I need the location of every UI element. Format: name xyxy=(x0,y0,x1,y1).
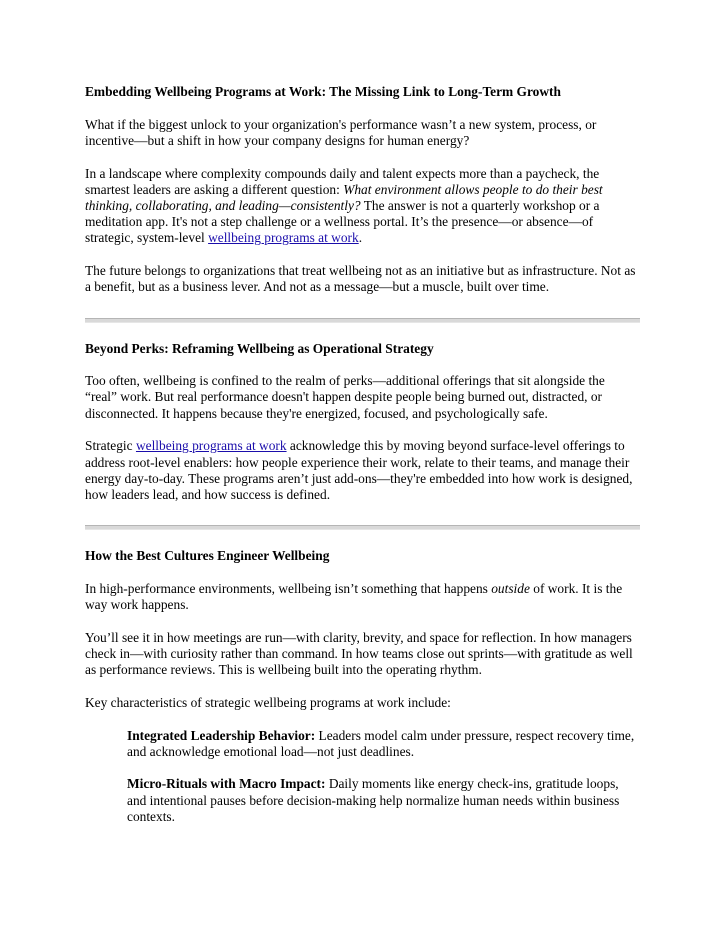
list-item-label: Integrated Leadership Behavior: xyxy=(127,727,316,743)
wellbeing-programs-link-1[interactable]: wellbeing programs at work xyxy=(208,230,359,246)
section2-paragraph-3: Key characteristics of strategic wellbeing programs at work include: xyxy=(85,694,451,710)
document-title: Embedding Wellbeing Programs at Work: The Missing Link to Long-Term Growth xyxy=(85,84,561,99)
document-page xyxy=(85,84,640,825)
intro-p2-text-a: In a landscape where complexity compounds daily and talent expects more than a paycheck, the smartest leaders are asking a different question: xyxy=(85,165,600,197)
section1-paragraph-1: Too often, wellbeing is confined to the realm of perks—additional offerings that sit alongside the “real” work. But real performance doesn't happen despite people being burned out, distracted, or disconnected. It happens because they're energized, focused, and psychologically safe. xyxy=(85,373,605,421)
section1-p2-text-b: acknowledge this by moving beyond surface-level offerings to address root-level enablers: how people experience their work, relate to their teams, and manage their energy day-to-day. These programs aren’t just add-ons—they're embedded into how work is designed, how leaders lead, and how success is defined. xyxy=(85,438,633,502)
section2-heading: How the Best Cultures Engineer Wellbeing xyxy=(85,548,330,564)
list-item xyxy=(127,728,640,760)
section2-p1-text-b: of work. It is the way work happens. xyxy=(85,580,623,613)
section2-p1-text-a: In high-performance environments, wellbeing isn’t something that happens xyxy=(85,580,492,596)
section1-p2-text-a: Strategic xyxy=(85,438,136,454)
intro-paragraph-2 xyxy=(85,166,640,247)
intro-paragraph-1: What if the biggest unlock to your organization's performance wasn’t a new system, process, or incentive—but a shift in how your company designs for human energy? xyxy=(85,116,597,148)
section2-paragraph-1 xyxy=(85,581,640,613)
list-item-text: Daily moments like energy check-ins, gratitude loops, and intentional pauses before decision-making help normalize human needs within business contexts. xyxy=(127,776,620,824)
list-item-label: Micro-Rituals with Macro Impact: xyxy=(127,776,326,792)
wellbeing-programs-link-2[interactable]: wellbeing programs at work xyxy=(135,438,287,454)
list-item-text: Leaders model calm under pressure, respect recovery time, and acknowledge emotional load—not just deadlines. xyxy=(127,727,635,759)
section2-paragraph-2: You’ll see it in how meetings are run—with clarity, brevity, and space for reflection. In how managers check in—with curiosity rather than command. In how teams close out sprints—with gratitude as well as performance reviews. This is wellbeing built into the operating rhythm. xyxy=(85,629,633,678)
section1-heading: Beyond Perks: Reframing Wellbeing as Operational Strategy xyxy=(85,340,434,356)
intro-p2-text-b: The answer is not a quarterly workshop or a meditation app. It's not a step challenge or a wellness portal. It’s the presence—or absence—of strategic, system-level xyxy=(85,198,600,246)
list-item xyxy=(127,776,640,825)
section1-paragraph-2 xyxy=(85,438,640,503)
intro-paragraph-3: The future belongs to organizations that treat wellbeing not as an initiative but as infrastructure. Not as a benefit, but as a business lever. And not as a message—but a muscle, built over time. xyxy=(85,263,636,295)
section2-p1-italic: outside xyxy=(491,580,530,596)
intro-p2-italic: What environment allows people to do their best thinking, collaborating, and leading—consistently? xyxy=(85,181,603,214)
intro-p2-text-c: . xyxy=(358,230,363,246)
